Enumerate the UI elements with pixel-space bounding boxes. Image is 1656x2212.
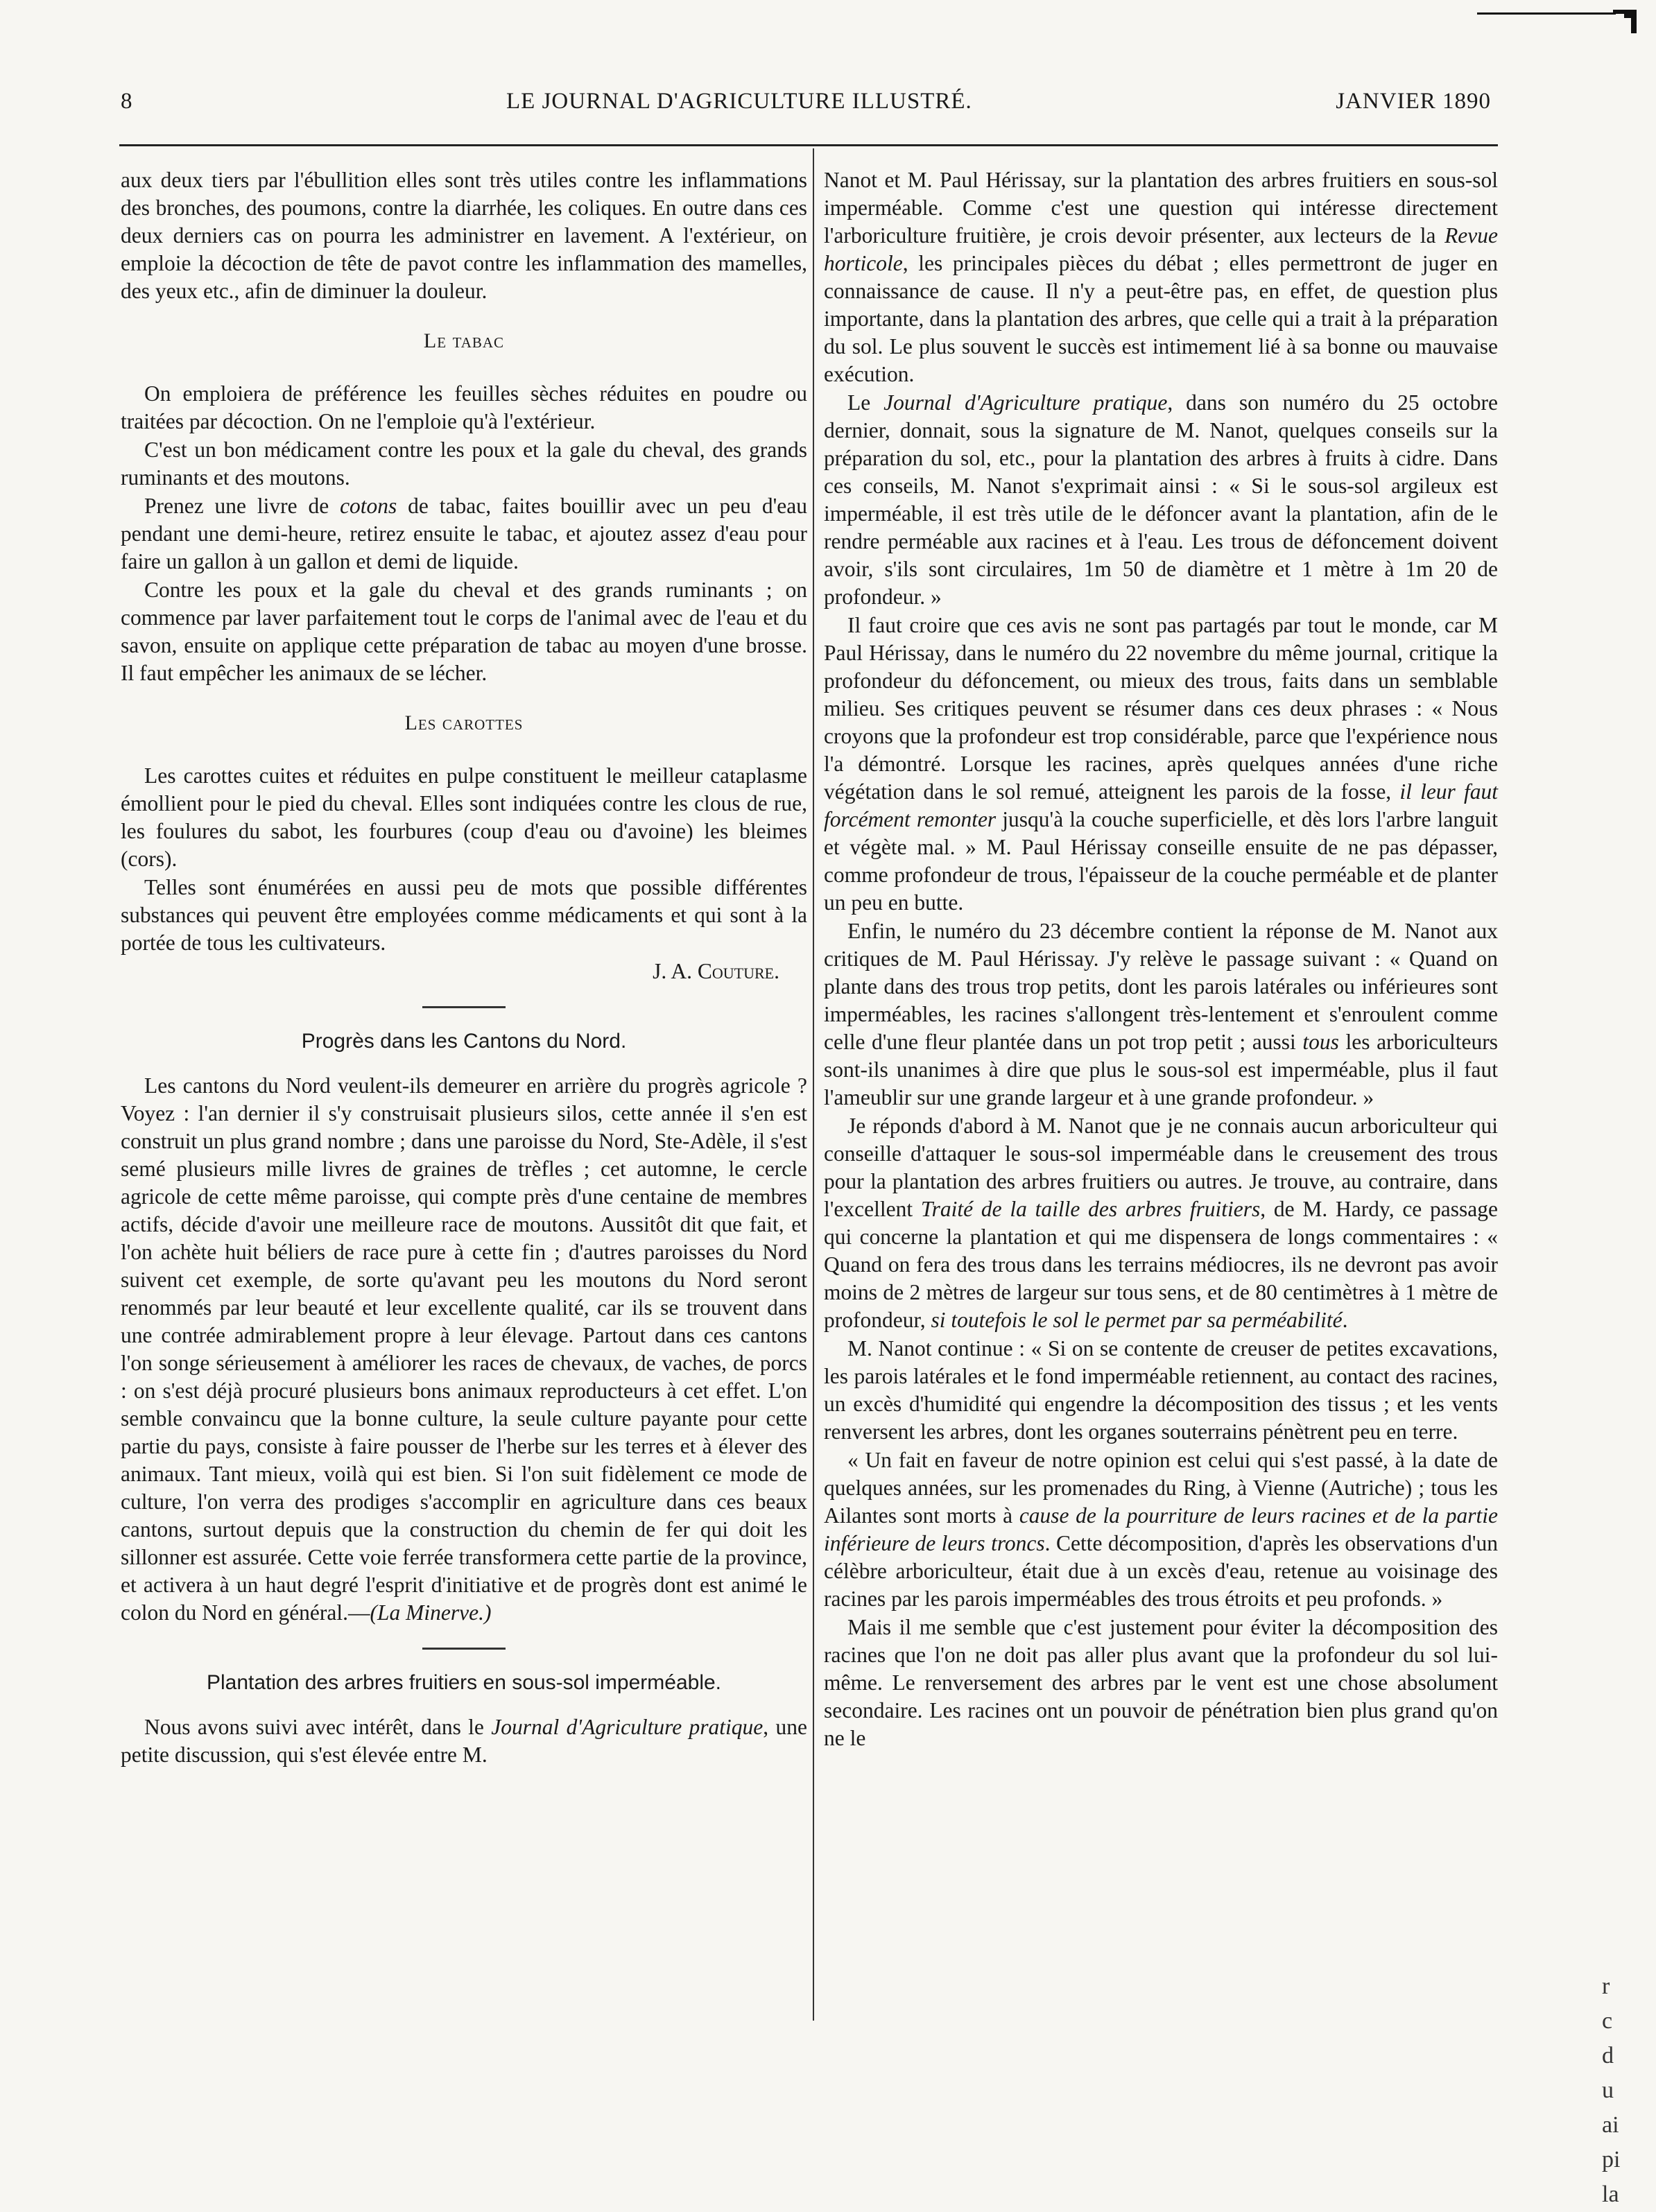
article-title-progres: Progrès dans les Cantons du Nord. [301, 1030, 627, 1053]
margin-fragment: ai [1602, 2112, 1619, 2138]
section-heading-tabac: Le tabac [423, 329, 505, 352]
paragraph: On emploiera de préférence les feuilles sèches réduites en poudre ou traitées par décoction. On ne l'emploie qu'à l'extérieur. [121, 381, 807, 433]
paragraph: C'est un bon médicament contre les poux et la gale du cheval, des grands ruminants et des moutons. [121, 438, 807, 490]
paragraph: Les cantons du Nord veulent-ils demeurer en arrière du progrès agricole ? Voyez : l'an dernier il s'y construisait plusieurs silos, cette année il s'en est construit un plus grand nombre ; dans une paroisse du Nord, Ste-Adèle, il s'est semé plusieurs mille livres de graines de trèfles ; cet automne, le cercle agricole de cette même paroisse, qui compte près d'une centaine de membres actifs, décide d'avoir une meilleure race de moutons. Aussitôt dit que fait, et l'on achète huit béliers de race pure à cette fin ; d'autres paroisses du Nord suivent cet exemple, de sorte qu'avant peu les moutons du Nord seront renommés par leur beauté et leur excellente qualité, car ils se trouvent dans une contrée admirablement propre à leur élevage. Partout dans ces cantons l'on songe sérieusement à améliorer les races de chevaux, de vaches, de porcs : on s'est déjà procuré plusieurs bons animaux reproducteurs à cet effet. L'on semble convaincu que la bonne culture, la seule culture payante pour cette partie du pays, consiste à faire pousser de l'herbe sur les terres et à élever des animaux. Tant mieux, voilà qui est bien. Si l'on suit fidèlement ce mode de culture, l'on verra des prodiges s'accomplir en agriculture dans ces beaux cantons, surtout depuis que la construction du chemin de fer qui doit les sillonner est assurée. Cette voie ferrée transformera cette partie de la province, et activera à un haut degré l'esprit d'initiative et de progrès dont est animé le colon du Nord en général.—(La Minerve.) [121, 1073, 807, 1625]
article-title-plantation: Plantation des arbres fruitiers en sous-sol imperméable. [206, 1671, 722, 1694]
paragraph: Nanot et M. Paul Hérissay, sur la plantation des arbres fruitiers en sous-sol imperméable. Comme c'est une question qui intéresse directement l'arboriculture fruitière, je crois devoir présenter, aux lecteurs de la Revue horticole, les principales pièces du débat ; elles permettront de juger en connaissance de cause. Il n'y a peut-être pas, en effet, de question plus importante, dans la plantation des arbres, que celle qui a trait à la préparation du sol. Le plus souvent le succès est intimement lié à sa bonne ou mauvaise exécution. [824, 168, 1498, 386]
paragraph: Contre les poux et la gale du cheval et des grands ruminants ; on commence par laver parfaitement tout le corps de l'animal avec de l'eau et du savon, ensuite on applique cette préparation de tabac au moyen d'une brosse. Il faut empêcher les animaux de se lécher. [121, 578, 807, 685]
paragraph: aux deux tiers par l'ébullition elles sont très utiles contre les inflammations des bronches, des poumons, contre la diarrhée, les coliques. En outre dans ces deux derniers cas on pourra les administrer en lavement. A l'extérieur, on emploie la décoction de tête de pavot contre les inflammation des mamelles, des yeux etc., afin de diminuer la douleur. [121, 168, 807, 303]
bleed-through-margin [1602, 1969, 1644, 2212]
paragraph: Mais il me semble que c'est justement pour éviter la décomposition des racines que l'on ne doit pas aller plus avant que la profondeur du sol lui-même. Le renversement des arbres par le vent est une chose absolument secondaire. Les racines ont un pouvoir de pénétration bien plus grand qu'on ne le [824, 1615, 1498, 1750]
margin-fragment: r [1602, 1973, 1610, 1999]
paragraph: Enfin, le numéro du 23 décembre contient la réponse de M. Nanot aux critiques de M. Paul Hérissay. J'y relève le passage suivant : « Quand on plante dans des trous trop petits, dont les parois latérales ou inférieures sont imperméables, les racines s'allongent très-lentement et s'enroulent comme celle d'une fleur plantée dans un pot trop petit ; aussi tous les arboriculteurs sont-ils unanimes à dire que plus le sous-sol est imperméable, plus il faut l'ameublir sur une grande largeur et à une grande profondeur. » [824, 919, 1498, 1109]
paragraph: Le Journal d'Agriculture pratique, dans son numéro du 25 octobre dernier, donnait, sous la signature de M. Nanot, quelques conseils sur la préparation du sol, etc., pour la plantation des arbres à fruits à cidre. Dans ces conseils, M. Nanot s'exprimait ainsi : « Si le sous-sol argileux est imperméable, il est très utile de le défoncer avant la plantation, afin de le rendre perméable aux racines et à l'eau. Les trous de défoncement doivent avoir, s'ils sont circulaires, 1m 50 de diamètre et 1 mètre à 1m 20 de profondeur. » [824, 390, 1498, 609]
paragraph: M. Nanot continue : « Si on se contente de creuser de petites excavations, les parois latérales et le fond imperméable retiennent, au contact des racines, un excès d'humidité qui engendre la décomposition des tissus ; et les vents renversent les arbres, dont les organes souterrains pénètrent peu en terre. [824, 1336, 1498, 1444]
paragraph: Nous avons suivi avec intérêt, dans le Journal d'Agriculture pratique, une petite discussion, qui s'est élevée entre M. [121, 1715, 807, 1767]
paragraph: Il faut croire que ces avis ne sont pas partagés par tout le monde, car M Paul Hérissay, dans le numéro du 22 novembre du même journal, critique la profondeur du défoncement, ou mieux des trous, faits dans un semblable milieu. Ses critiques peuvent se résumer dans ces deux phrases : « Nous croyons que la profondeur est trop considérable, parce que l'expérience nous l'a démontré. Lorsque les racines, après quelques années d'une riche végétation dans le sol remué, atteignent les parois de la fosse, il leur faut forcément remonter jusqu'à la couche superficielle, et dès lors l'arbre languit et végète mal. » M. Paul Hérissay conseille ensuite de ne pas dépasser, comme profondeur de trous, l'épaisseur de la couche perméable et de planter un peu en butte. [824, 613, 1499, 915]
margin-fragment: d [1602, 2043, 1614, 2068]
margin-fragment: la [1602, 2181, 1619, 2207]
paragraph: Telles sont énumérées en aussi peu de mots que possible différentes substances qui peuvent être employées comme médicaments et qui sont à la portée de tous les cultivateurs. [121, 875, 807, 955]
paragraph: Prenez une livre de cotons de tabac, faites bouillir avec un peu d'eau pendant une demi-heure, retirez ensuite le tabac, et ajoutez assez d'eau pour faire un gallon à un gallon et demi de liquide. [121, 494, 808, 573]
section-heading-carottes: Les carottes [404, 711, 524, 734]
journal-title: LE JOURNAL D'AGRICULTURE ILLUSTRÉ. [506, 89, 972, 114]
page-header [118, 82, 1498, 118]
paragraph: « Un fait en faveur de notre opinion est celui qui s'est passé, à la date de quelques années, sur les promenades du Ring, à Vienne (Autriche) ; tous les Ailantes sont morts à cause de la pourriture de leurs racines et de la partie inférieure de leurs troncs. Cette décomposition, d'après les observations d'un célèbre arboriculteur, était due à un excès d'eau, retenue au voisinage des racines par les parois imperméables des trous étroits et peu profonds. » [824, 1448, 1499, 1611]
margin-fragment: pi [1602, 2147, 1621, 2172]
torn-corner-mark [1477, 6, 1648, 49]
page-number: 8 [121, 89, 133, 114]
paragraph: Je réponds d'abord à M. Nanot que je ne connais aucun arboriculteur qui conseille d'attaquer le sous-sol imperméable dans le creusement des trous pour la plantation des arbres fruitiers ou autres. Je trouve, au contraire, dans l'excellent Traité de la taille des arbres fruitiers, de M. Hardy, ce passage qui concerne la plantation et qui me dispensera de longs commentaires : « Quand on fera des trous dans les terrains médiocres, ils ne devront pas avoir moins de 2 mètres de largeur sur tous sens, et de 80 centimètres à 1 mètre de profondeur, si toutefois le sol le permet par sa perméabilité. [824, 1114, 1499, 1332]
issue-date: JANVIER 1890 [1336, 89, 1491, 114]
column-divider [813, 148, 814, 2021]
separator-rule [422, 1648, 506, 1650]
header-rule [119, 144, 1498, 146]
left-column [121, 166, 807, 1770]
author-signature: J. A. Couture. [653, 959, 779, 983]
margin-fragment: u [1602, 2077, 1614, 2103]
right-column [824, 166, 1498, 1753]
paragraph: Les carottes cuites et réduites en pulpe constituent le meilleur cataplasme émollient pour le pied du cheval. Elles sont indiquées contre les clous de rue, les foulures du sabot, les fourbures (coup d'eau ou d'avoine) les bleimes (cors). [121, 763, 807, 871]
separator-rule [422, 1006, 506, 1008]
margin-fragment: c [1602, 2008, 1613, 2034]
